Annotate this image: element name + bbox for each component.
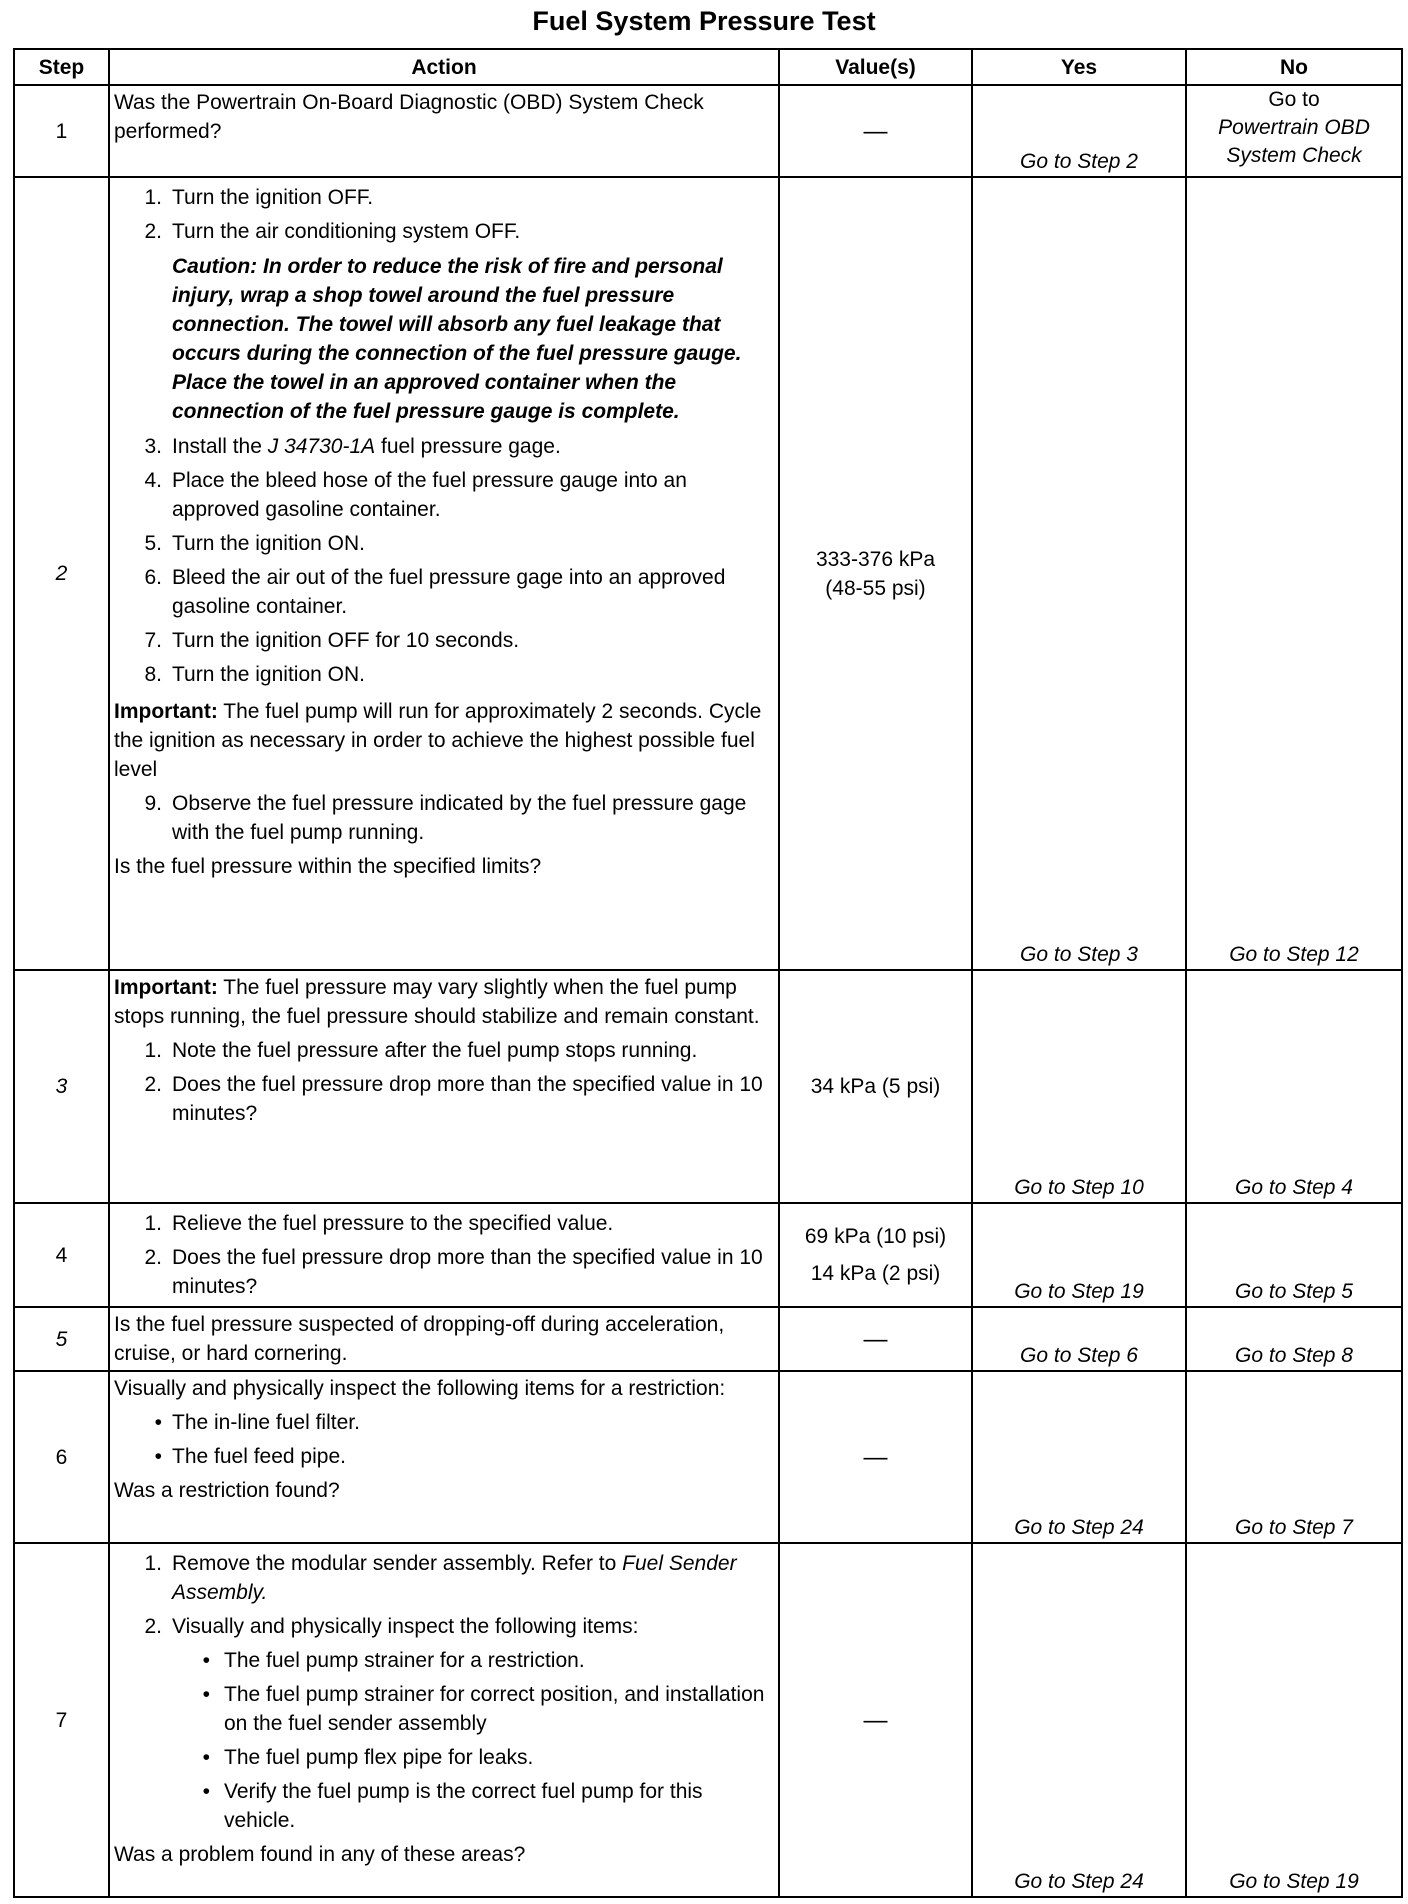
value-cell: — — [779, 1371, 972, 1543]
list-item: 1. Note the fuel pressure after the fuel pump stops running. — [144, 1039, 698, 1062]
action-text: Was the Powertrain On-Board Diagnostic (OBD) System Check performed? — [114, 91, 704, 143]
yes-link[interactable]: Go to Step 6 — [972, 1307, 1186, 1371]
no-link[interactable]: Go to Step 12 — [1186, 177, 1402, 970]
tool-reference: J 34730-1A — [267, 435, 376, 458]
step-row-3 — [14, 970, 1402, 1203]
section-reference: Fuel Sender Assembly. — [172, 1552, 737, 1604]
header-no: No — [1186, 49, 1402, 85]
list-item: 6. Bleed the air out of the fuel pressure gage into an approved gasoline container. — [144, 566, 726, 618]
no-link[interactable]: Go to Step 4 — [1186, 970, 1402, 1203]
no-link[interactable] — [1186, 85, 1402, 177]
list-item: • The fuel feed pipe. — [154, 1445, 346, 1468]
step-row-5 — [14, 1307, 1402, 1371]
value-cell: 34 kPa (5 psi) — [779, 970, 972, 1203]
step-number: 4 — [14, 1203, 109, 1307]
no-link[interactable]: Go to Step 19 — [1186, 1543, 1402, 1897]
value-cell: 333-376 kPa (48-55 psi) — [779, 177, 972, 970]
list-item: • The fuel pump strainer for a restriction. — [202, 1649, 585, 1672]
value-cell: 69 kPa (10 psi) 14 kPa (2 psi) — [779, 1203, 972, 1307]
yes-link[interactable]: Go to Step 19 — [972, 1203, 1186, 1307]
list-item: 9. Observe the fuel pressure indicated by the fuel pressure gage with the fuel pump running. — [144, 792, 747, 844]
step-number: 7 — [14, 1543, 109, 1897]
diagnostic-table — [13, 48, 1403, 1898]
intro-text: Visually and physically inspect the following items for a restriction: — [114, 1377, 726, 1400]
list-item: 1. Remove the modular sender assembly. Refer to Fuel Sender Assembly. — [144, 1552, 737, 1604]
step-number: 5 — [14, 1307, 109, 1371]
list-item: • The fuel pump flex pipe for leaks. — [202, 1746, 534, 1769]
important-note: Important: The fuel pump will run for approximately 2 seconds. Cycle the ignition as necessary in order to achieve the highest possible fuel level — [114, 700, 762, 781]
step-number: 6 — [14, 1371, 109, 1543]
step-row-7 — [14, 1543, 1402, 1897]
header-yes: Yes — [972, 49, 1186, 85]
question-text: Was a problem found in any of these areas? — [114, 1843, 526, 1866]
list-item: 2. Does the fuel pressure drop more than the specified value in 10 minutes? — [144, 1246, 763, 1298]
action-cell — [109, 85, 779, 177]
important-note: Important: The fuel pressure may vary slightly when the fuel pump stops running, the fuel pressure should stabilize and remain constant. — [114, 976, 760, 1028]
yes-link[interactable]: Go to Step 24 — [972, 1371, 1186, 1543]
list-item: 2. Turn the air conditioning system OFF. — [144, 220, 521, 243]
yes-link[interactable]: Go to Step 3 — [972, 177, 1186, 970]
step-number: 1 — [14, 85, 109, 177]
header-values: Value(s) — [779, 49, 972, 85]
step-row-4 — [14, 1203, 1402, 1307]
no-link[interactable]: Go to Step 5 — [1186, 1203, 1402, 1307]
step-row-6 — [14, 1371, 1402, 1543]
no-link[interactable]: Go to Step 7 — [1186, 1371, 1402, 1543]
question-text: Is the fuel pressure within the specified limits? — [114, 855, 542, 878]
step-number: 3 — [14, 970, 109, 1203]
question-text: Was a restriction found? — [114, 1479, 340, 1502]
no-line-3: System Check — [1226, 144, 1362, 167]
action-cell — [109, 1543, 779, 1897]
action-cell — [109, 1203, 779, 1307]
yes-link[interactable]: Go to Step 2 — [972, 85, 1186, 177]
header-action: Action — [109, 49, 779, 85]
step-number: 2 — [14, 177, 109, 970]
value-cell: — — [779, 1543, 972, 1897]
list-item: 5. Turn the ignition ON. — [144, 532, 365, 555]
action-cell — [109, 177, 779, 970]
list-item: 1. Turn the ignition OFF. — [144, 186, 374, 209]
action-cell — [109, 1307, 779, 1371]
list-item: 3. Install the J 34730-1A fuel pressure gage. — [144, 435, 561, 458]
list-item: 1. Relieve the fuel pressure to the specified value. — [144, 1212, 614, 1235]
list-item: 8. Turn the ignition ON. — [144, 663, 365, 686]
header-row — [14, 49, 1402, 85]
list-item: 2. Visually and physically inspect the following items: — [144, 1615, 639, 1638]
action-cell — [109, 1371, 779, 1543]
yes-link[interactable]: Go to Step 10 — [972, 970, 1186, 1203]
action-text: Is the fuel pressure suspected of dropping-off during acceleration, cruise, or hard cornering. — [114, 1313, 725, 1365]
page-title: Fuel System Pressure Test — [532, 6, 876, 36]
header-step: Step — [14, 49, 109, 85]
list-item: 4. Place the bleed hose of the fuel pressure gauge into an approved gasoline container. — [144, 469, 687, 521]
action-cell — [109, 970, 779, 1203]
list-item: • Verify the fuel pump is the correct fuel pump for this vehicle. — [202, 1780, 703, 1832]
no-link[interactable]: Go to Step 8 — [1186, 1307, 1402, 1371]
caution-note: Caution: In order to reduce the risk of fire and personal injury, wrap a shop towel around the fuel pressure connection. The towel will absorb any fuel leakage that occurs during the connection of the fuel pressure gauge. Place the towel in an approved container when the connection of the fuel pressure gauge is complete. — [172, 255, 742, 423]
list-item: 2. Does the fuel pressure drop more than the specified value in 10 minutes? — [144, 1073, 763, 1125]
list-item: • The fuel pump strainer for correct position, and installation on the fuel sender assembly — [202, 1683, 765, 1735]
yes-link[interactable]: Go to Step 24 — [972, 1543, 1186, 1897]
step-row-2 — [14, 177, 1402, 970]
value-cell: — — [779, 85, 972, 177]
list-item: • The in-line fuel filter. — [154, 1411, 360, 1434]
value-cell: — — [779, 1307, 972, 1371]
step-row-1 — [14, 85, 1402, 177]
list-item: 7. Turn the ignition OFF for 10 seconds. — [144, 629, 520, 652]
no-line-1: Go to — [1268, 88, 1320, 111]
no-line-2: Powertrain OBD — [1218, 116, 1370, 139]
